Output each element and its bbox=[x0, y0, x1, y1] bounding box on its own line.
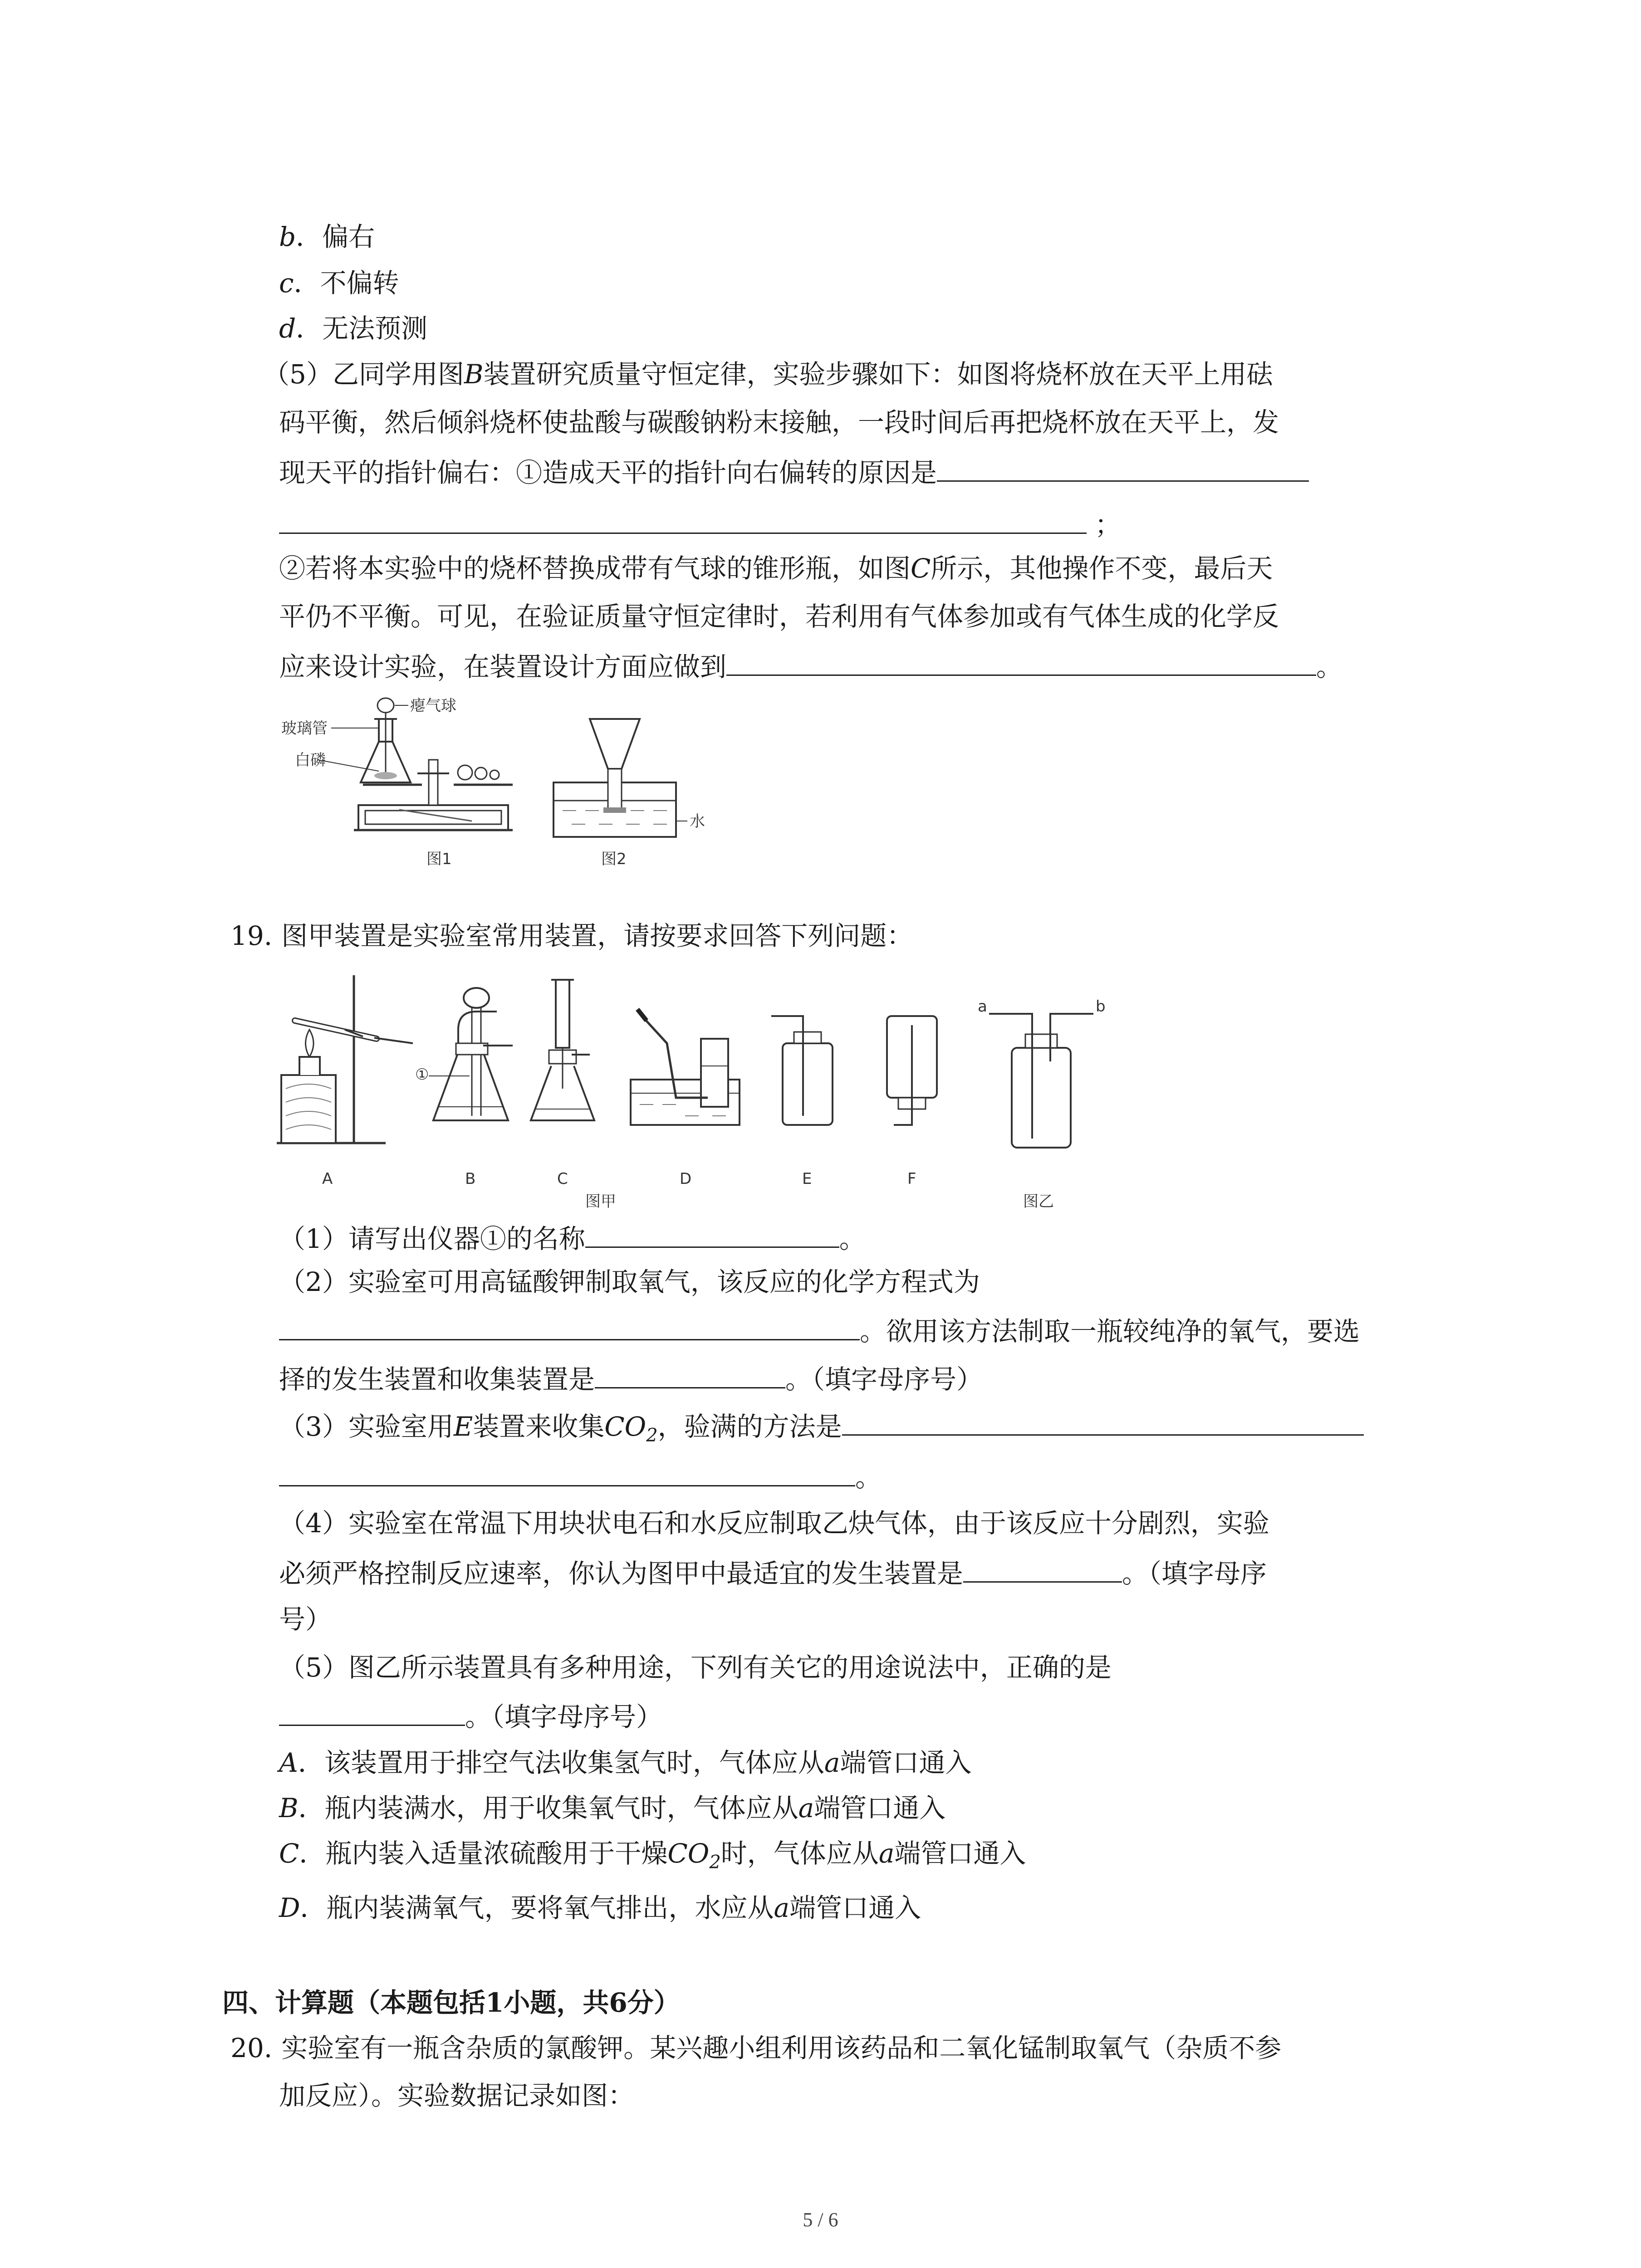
q5-line7: 应来设计实验，在装置设计方面应做到 。 bbox=[279, 646, 1342, 685]
label-water: 水 bbox=[690, 812, 705, 831]
q20-line2: 加反应）。实验数据记录如图： bbox=[279, 2080, 635, 2111]
label-glass-tube: 玻璃管 bbox=[281, 719, 328, 738]
answer-blank[interactable] bbox=[279, 1311, 860, 1340]
option-A: A．该装置用于排空气法收集氢气时，气体应从a端管口通入 bbox=[279, 1747, 972, 1778]
figure-apparatus bbox=[277, 971, 1148, 1211]
answer-blank[interactable] bbox=[585, 1218, 839, 1248]
caption-fig1: 图1 bbox=[426, 850, 452, 868]
q19-p4-line2: 必须严格控制反应速率，你认为图甲中最适宜的发生装置是 。（填字母序 bbox=[279, 1553, 1267, 1592]
label-circle-1: ① bbox=[415, 1066, 429, 1084]
caption-yi: 图乙 bbox=[1023, 1193, 1054, 1211]
label-C: C bbox=[557, 1170, 568, 1188]
q19-p5: （5）图乙所示装置具有多种用途，下列有关它的用途说法中，正确的是 bbox=[279, 1652, 1112, 1683]
q5-line1: （5）乙同学用图B装置研究质量守恒定律，实验步骤如下：如图将烧杯放在天平上用砝 bbox=[263, 359, 1273, 390]
label-phosphorus: 白磷 bbox=[295, 751, 326, 769]
answer-blank[interactable] bbox=[279, 1457, 855, 1486]
label-B: B bbox=[465, 1170, 476, 1188]
port-b-label: b bbox=[1096, 997, 1106, 1016]
q19-p5-line2: 。（填字母序号） bbox=[279, 1696, 662, 1735]
q19-p1: （1）请写出仪器①的名称 。 bbox=[279, 1218, 866, 1257]
label-A: A bbox=[322, 1170, 333, 1188]
q19-p3-line2: 。 bbox=[279, 1457, 882, 1496]
page-number: 5 / 6 bbox=[803, 2209, 838, 2231]
answer-blank[interactable] bbox=[842, 1406, 1364, 1436]
q19-p2: （2）实验室可用高锰酸钾制取氧气，该反应的化学方程式为 bbox=[279, 1266, 980, 1297]
q19-p4-line3: 号） bbox=[279, 1604, 332, 1635]
answer-blank[interactable] bbox=[726, 646, 1316, 676]
label-F: F bbox=[907, 1170, 916, 1188]
option-c: c．不偏转 bbox=[279, 268, 399, 298]
q5-line2: 码平衡，然后倾斜烧杯使盐酸与碳酸钠粉末接触，一段时间后再把烧杯放在天平上，发 bbox=[279, 407, 1279, 438]
option-b: b．偏右 bbox=[279, 221, 375, 252]
label-balloon: 瘪气球 bbox=[410, 697, 456, 715]
option-C: C．瓶内装入适量浓硫酸用于干燥$CO_2$时，气体应从a端管口通入 bbox=[279, 1838, 1026, 1873]
answer-blank[interactable] bbox=[963, 1553, 1122, 1583]
answer-blank[interactable] bbox=[279, 504, 1087, 534]
label-D: D bbox=[680, 1170, 692, 1188]
q20-line1: 20. 实验室有一瓶含杂质的氯酸钾。某兴趣小组利用该药品和二氧化锰制取氧气（杂质不参 bbox=[230, 2033, 1282, 2063]
figure-1-2 bbox=[281, 692, 735, 882]
q19-p2-line2: 。欲用该方法制取一瓶较纯净的氧气，要选 bbox=[279, 1311, 1360, 1349]
answer-blank[interactable] bbox=[279, 1696, 465, 1726]
q5-line4: ； bbox=[279, 504, 1121, 543]
q19-stem: 19. 图甲装置是实验室常用装置，请按要求回答下列问题： bbox=[230, 920, 913, 951]
q19-p3: （3）实验室用E装置来收集$CO_2$，验满的方法是 bbox=[279, 1406, 1364, 1454]
q19-p2-line3: 择的发生装置和收集装置是 。（填字母序号） bbox=[279, 1359, 983, 1398]
option-B: B．瓶内装满水，用于收集氧气时，气体应从a端管口通入 bbox=[279, 1793, 946, 1823]
q5-line3: 现天平的指针偏右：①造成天平的指针向右偏转的原因是 bbox=[279, 452, 1309, 491]
section-heading: 四、计算题（本题包括1小题，共6分） bbox=[222, 1987, 680, 2018]
q19-p4: （4）实验室在常温下用块状电石和水反应制取乙炔气体，由于该反应十分剧烈，实验 bbox=[279, 1508, 1269, 1539]
option-d: d．无法预测 bbox=[279, 313, 428, 344]
caption-fig2: 图2 bbox=[601, 850, 627, 868]
label-E: E bbox=[802, 1170, 812, 1188]
q5-line6: 平仍不平衡。可见，在验证质量守恒定律时，若利用有气体参加或有气体生成的化学反 bbox=[279, 601, 1279, 632]
port-a-label: a bbox=[978, 997, 987, 1016]
option-D: D．瓶内装满氧气，要将氧气排出，水应从a端管口通入 bbox=[279, 1892, 921, 1923]
answer-blank[interactable] bbox=[937, 452, 1309, 482]
q5-line5: ②若将本实验中的烧杯替换成带有气球的锥形瓶，如图C所示，其他操作不变，最后天 bbox=[279, 553, 1273, 584]
caption-jia: 图甲 bbox=[585, 1193, 616, 1211]
answer-blank[interactable] bbox=[595, 1359, 785, 1388]
